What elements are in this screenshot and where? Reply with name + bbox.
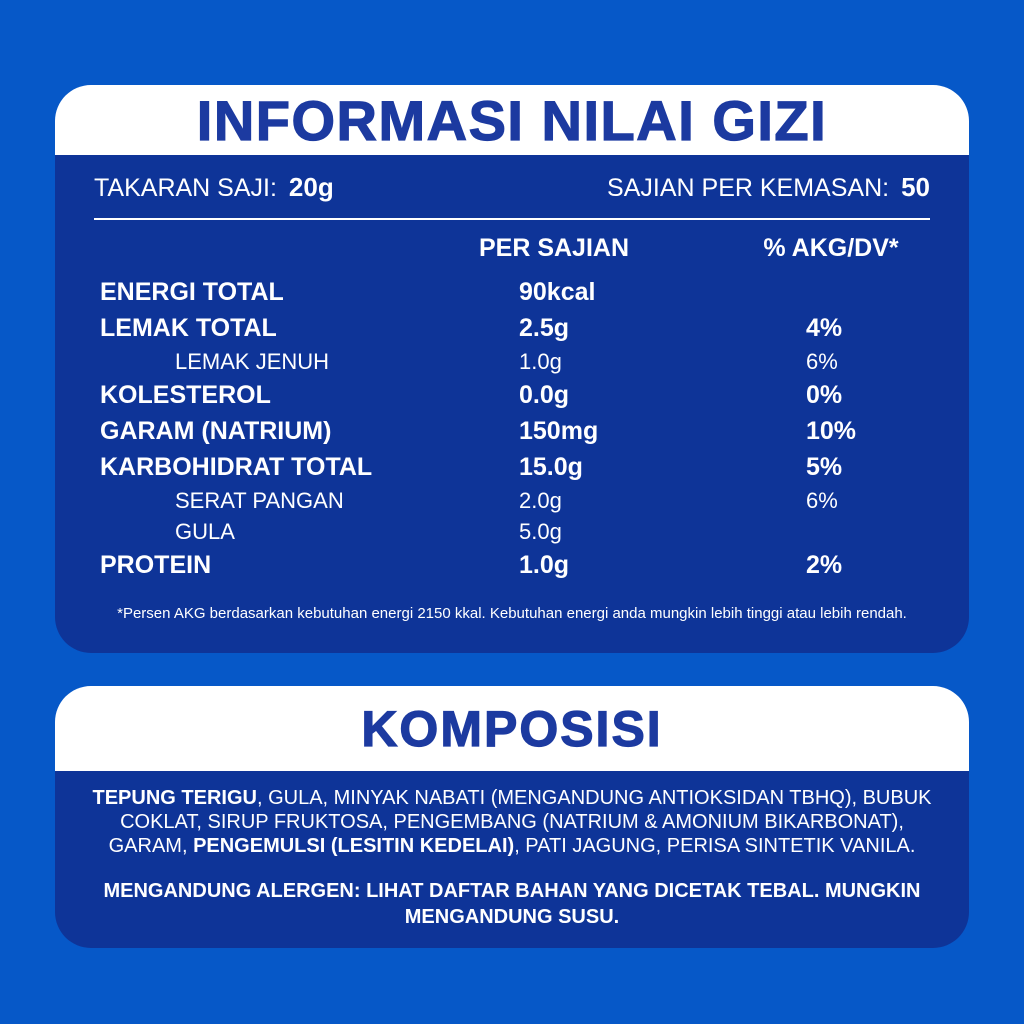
nutrient-akg: 10%	[806, 416, 857, 445]
table-row	[94, 547, 930, 583]
composition-panel	[55, 686, 969, 948]
table-row	[94, 413, 930, 449]
nutrient-value: 150mg	[519, 416, 599, 445]
nutrition-panel-header	[55, 85, 969, 155]
nutrient-label: GULA	[175, 518, 235, 544]
table-row	[94, 310, 930, 346]
nutrient-akg: 6%	[806, 348, 838, 374]
nutrient-value: 2.0g	[519, 487, 562, 513]
nutrient-value: 0.0g	[519, 380, 570, 409]
servings-per-pack-value: 50	[901, 172, 930, 202]
composition-panel-body	[55, 771, 969, 948]
nutrient-value: 5.0g	[519, 518, 562, 544]
nutrient-label: KOLESTEROL	[100, 380, 271, 409]
composition-panel-header	[55, 686, 969, 771]
table-row	[94, 274, 930, 310]
akg-footnote: *Persen AKG berdasarkan kebutuhan energi 2150 kkal. Kebutuhan energi anda mungkin lebih tinggi atau lebih rendah.	[117, 605, 907, 622]
serving-size-value: 20g	[288, 172, 334, 202]
nutrient-label: ENERGI TOTAL	[100, 277, 284, 306]
nutrition-panel-body	[55, 155, 969, 653]
serving-info-row	[94, 171, 930, 203]
nutrient-akg: 6%	[806, 487, 838, 513]
divider-line	[94, 218, 930, 220]
nutrient-value: 1.0g	[519, 348, 562, 374]
table-row	[94, 346, 930, 377]
nutrition-panel	[55, 85, 969, 653]
nutrient-label: GARAM (NATRIUM)	[100, 416, 332, 445]
allergen-text: MENGANDUNG ALERGEN: LIHAT DAFTAR BAHAN YANG DICETAK TEBAL. MUNGKIN MENGANDUNG SUSU.	[103, 880, 921, 928]
servings-per-pack-group	[607, 171, 930, 204]
ingredient-allergen-bold: PENGEMULSI (LESITIN KEDELAI)	[193, 835, 515, 857]
table-row	[94, 449, 930, 485]
nutrient-value: 90kcal	[519, 277, 596, 306]
servings-per-pack-label: SAJIAN PER KEMASAN:	[607, 174, 890, 202]
table-row	[94, 485, 930, 516]
nutrient-akg: 5%	[806, 452, 843, 481]
table-row	[94, 377, 930, 413]
serving-size-group	[94, 171, 334, 204]
nutrition-table	[94, 274, 930, 583]
nutrient-akg: 2%	[806, 550, 843, 579]
nutrient-label: PROTEIN	[100, 550, 212, 579]
ingredients-text: TEPUNG TERIGU, GULA, MINYAK NABATI (MENGANDUNG ANTIOKSIDAN TBHQ), BUBUK COKLAT, SIRUP FRUKTOSA, PENGEMBANG (NATRIUM & AMONIUM BIKARBONAT), GARAM, PENGEMULSI (LESITIN KEDELAI), PATI JAGUNG, PERISA SINTETIK VANILA.	[92, 787, 932, 857]
composition-title: KOMPOSISI	[361, 700, 663, 757]
nutrient-label: LEMAK JENUH	[175, 348, 330, 374]
nutrient-label: SERAT PANGAN	[175, 487, 344, 513]
nutrient-label: KARBOHIDRAT TOTAL	[100, 452, 373, 481]
column-header-per-serving: PER SAJIAN	[478, 234, 630, 262]
table-row	[94, 516, 930, 547]
column-header-akg: % AKG/DV*	[763, 234, 899, 262]
nutrition-title: INFORMASI NILAI GIZI	[196, 88, 828, 152]
nutrition-table-header	[94, 234, 930, 262]
nutrient-label: LEMAK TOTAL	[100, 313, 277, 342]
nutrient-akg: 4%	[806, 313, 843, 342]
nutrient-akg: 0%	[806, 380, 843, 409]
serving-size-label: TAKARAN SAJI:	[94, 174, 277, 202]
nutrient-value: 1.0g	[519, 550, 570, 579]
nutrient-value: 15.0g	[519, 452, 583, 481]
nutrient-value: 2.5g	[519, 313, 570, 342]
ingredient-allergen-bold: TEPUNG TERIGU	[92, 787, 257, 809]
